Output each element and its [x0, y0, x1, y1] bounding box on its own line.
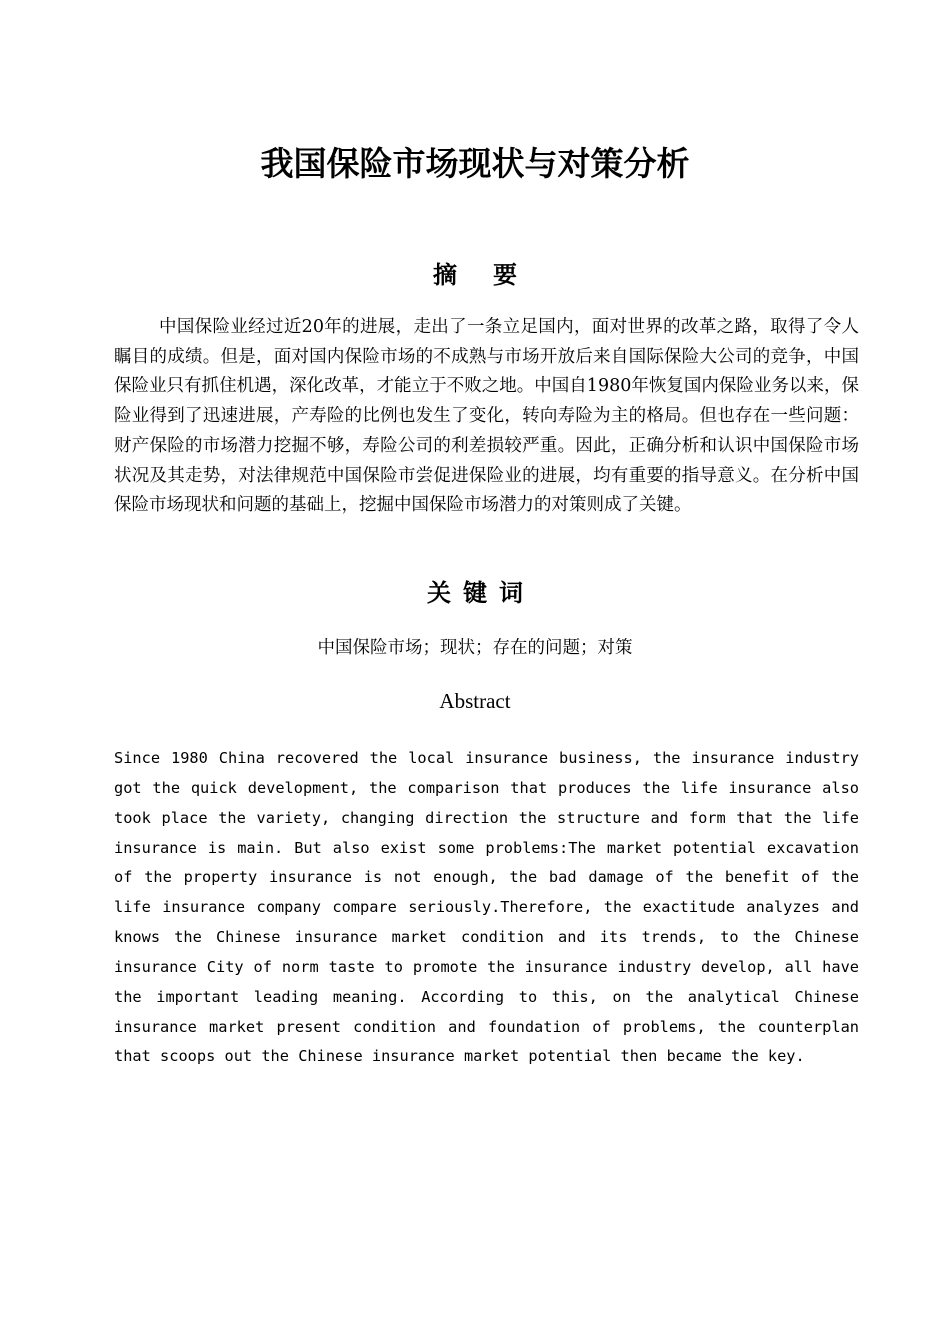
abstract-chinese-text: 中国保险业经过近20年的进展，走出了一条立足国内，面对世界的改革之路，取得了令人瞩目的成绩。但是，面对国内保险市场的不成熟与市场开放后来自国际保险大公司的竞争，中国保险业只有抓住机遇，深化改革，才能立于不败之地。中国自1980年恢复国内保险业务以来，保险业得到了迅速进展，产寿险的比例也发生了变化，转向寿险为主的格局。但也存在一些问题：财产保险的市场潜力挖掘不够，寿险公司的利差损较严重。因此，正确分析和认识中国保险市场状况及其走势，对法律规范中国保险市尝促进保险业的进展，均有重要的指导意义。在分析中国保险市场现状和问题的基础上，挖掘中国保险市场潜力的对策则成了关键。 — [114, 317, 859, 516]
abstract-heading: 摘要 — [433, 261, 553, 289]
keywords-heading: 关键词 — [427, 579, 535, 607]
keywords-text: 中国保险市场；现状；存在的问题；对策 — [317, 638, 633, 658]
document-title: 我国保险市场现状与对策分析 — [260, 144, 690, 183]
abstract-english-text: Since 1980 China recovered the local insurance business, the insurance industry got the quick development, the comparison that produces the life insurance also took place the variety, changing direction the structure and form that the life insurance is main. But also exist some problems:The market potential excavation of the property insurance is not enough, the bad damage of the benefit of the life insurance company compare seriously.Therefore, the exactitude analyzes and knows the Chinese insurance market condition and its trends, to the Chinese insurance City of norm taste to promote the insurance industry develop, all have the important leading meaning. According to this, on the analytical Chinese insurance market present condition and foundation of problems, the counterplan that scoops out the Chinese insurance market potential then became the key. — [114, 749, 859, 1066]
abstract-english-heading: Abstract — [439, 689, 511, 713]
